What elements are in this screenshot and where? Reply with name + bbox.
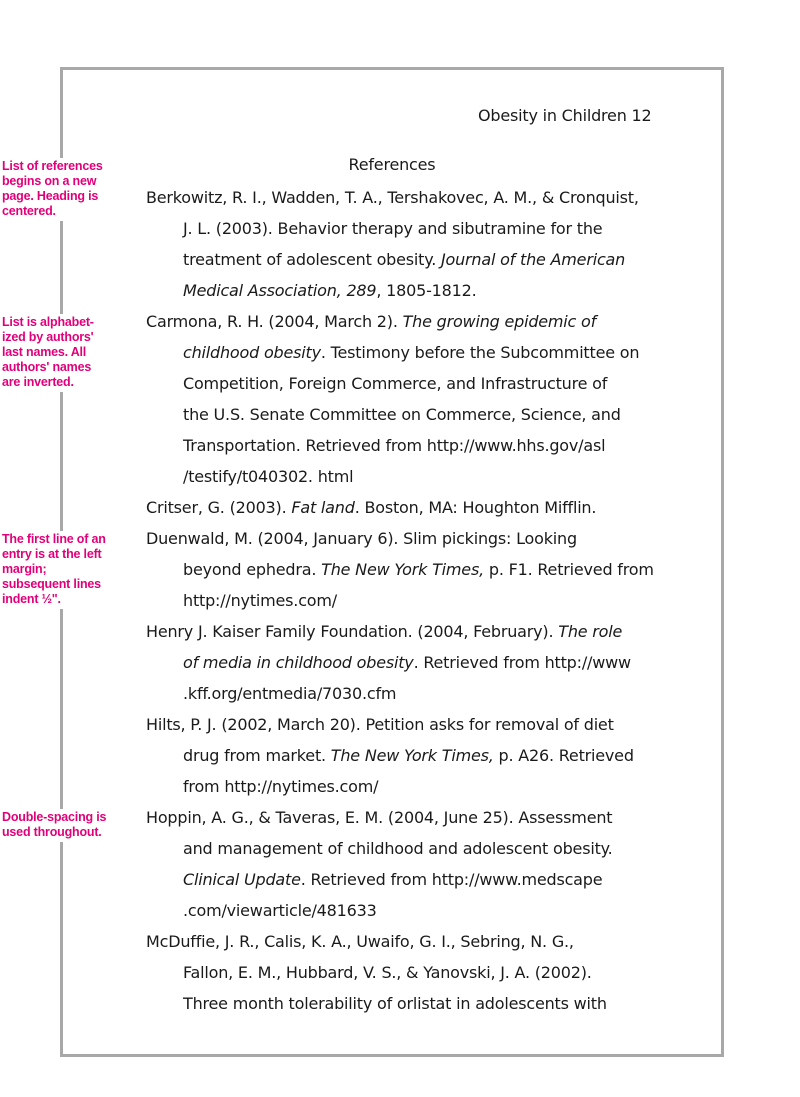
reference-line: Hoppin, A. G., & Taveras, E. M. (2004, June 25). Assessment <box>146 808 613 827</box>
reference-line: beyond ephedra. The New York Times, p. F1. Retrieved from <box>183 560 654 579</box>
reference-line: .kff.org/entmedia/7030.cfm <box>183 684 397 703</box>
reference-line: .com/viewarticle/481633 <box>183 901 377 920</box>
reference-line: Competition, Foreign Commerce, and Infrastructure of <box>183 374 608 393</box>
running-head: Obesity in Children 12 <box>478 106 652 125</box>
reference-line: of media in childhood obesity. Retrieved from http://www <box>183 653 631 672</box>
reference-line: Duenwald, M. (2004, January 6). Slim pickings: Looking <box>146 529 577 548</box>
reference-line: childhood obesity. Testimony before the Subcommittee on <box>183 343 640 362</box>
reference-line: treatment of adolescent obesity. Journal of the American <box>183 250 626 269</box>
reference-line: Henry J. Kaiser Family Foundation. (2004, February). The role <box>146 622 623 641</box>
reference-line: Hilts, P. J. (2002, March 20). Petition asks for removal of diet <box>146 715 614 734</box>
reference-line: Fallon, E. M., Hubbard, V. S., & Yanovski, J. A. (2002). <box>183 963 592 982</box>
reference-line: Carmona, R. H. (2004, March 2). The growing epidemic of <box>146 312 597 331</box>
reference-line: Transportation. Retrieved from http://www.hhs.gov/asl <box>183 436 606 455</box>
reference-line: Medical Association, 289, 1805-1812. <box>183 281 477 300</box>
reference-line: Three month tolerability of orlistat in adolescents with <box>183 994 607 1013</box>
annotation-indent-note: The first line of an entry is at the left margin; subsequent lines indent ½". <box>0 531 112 609</box>
annotation-heading-note: List of references begins on a new page. Heading is centered. <box>0 158 112 221</box>
reference-line: Critser, G. (2003). Fat land. Boston, MA: Houghton Mifflin. <box>146 498 597 517</box>
references-heading: References <box>348 155 436 174</box>
reference-line: Berkowitz, R. I., Wadden, T. A., Tershakovec, A. M., & Cronquist, <box>146 188 639 207</box>
reference-line: /testify/t040302. html <box>183 467 354 486</box>
reference-line: Clinical Update. Retrieved from http://www.medscape <box>183 870 603 889</box>
reference-line: McDuffie, J. R., Calis, K. A., Uwaifo, G. I., Sebring, N. G., <box>146 932 574 951</box>
reference-line: the U.S. Senate Committee on Commerce, Science, and <box>183 405 621 424</box>
reference-line: http://nytimes.com/ <box>183 591 337 610</box>
reference-line: J. L. (2003). Behavior therapy and sibutramine for the <box>183 219 603 238</box>
reference-line: from http://nytimes.com/ <box>183 777 379 796</box>
annotation-spacing-note: Double-spacing is used throughout. <box>0 809 112 842</box>
reference-line: drug from market. The New York Times, p. A26. Retrieved <box>183 746 634 765</box>
annotation-alphabetized-note: List is alphabet-ized by authors' last names. All authors' names are inverted. <box>0 314 112 392</box>
reference-line: and management of childhood and adolescent obesity. <box>183 839 613 858</box>
